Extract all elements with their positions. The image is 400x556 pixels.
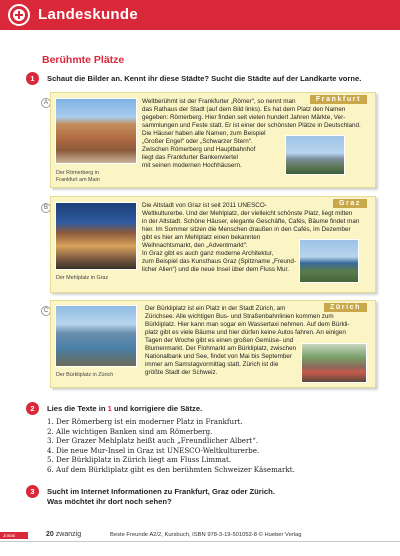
photo-caption: Der Bürkliplatz in Zürich xyxy=(56,372,114,378)
task-number-1: 1 xyxy=(26,72,39,85)
photo-caption: Der Mehlplatz in Graz xyxy=(56,275,109,281)
task-3-instruction: Sucht im Internet Informationen zu Frankfurt, Graz oder Zürich. Was möchtet ihr dort noch sehen? xyxy=(47,487,275,506)
footer-divider xyxy=(0,541,400,542)
page-number: 20 zwanzig xyxy=(46,531,82,538)
city-label: Zürich xyxy=(324,303,367,312)
city-label: Frankfurt xyxy=(310,95,367,104)
list-item: 3. Der Grazer Mehlplatz heißt auch „Freundlicher Albert“. xyxy=(47,436,259,446)
card-letter-a: A xyxy=(41,98,51,108)
list-item: 5. Der Bürkliplatz in Zürich liegt am Fluss Limmat. xyxy=(47,455,232,465)
task-number-3: 3 xyxy=(26,485,39,498)
card-text: Weltberühmt ist der Frankfurter „Römer“, so nennt man das Rathaus der Stadt (auf dem Bild links). Es hat dem Platz den Namen gegeben: Römerberg. Hier finden seit vielen hundert Jahren Märkte, Ver- sammlungen und Feste statt. Er ist einer der schönsten Plätze in Deutschland. Die Häuser haben alle Namen, zum Beispiel „Großer Engel“ oder „Schwarzer Stern“. Zwischen Römerberg und Hauptbahnhof liegt das Frankfurter Bankenviertel mit seinen modernen Hochhäusern. xyxy=(142,98,361,170)
card-text: Der Bürkliplatz ist ein Platz in der Stadt Zürich, am Zürichsee. Alle wichtigen Bus- und Straßenbahnlinien kommen zum Bürkliplatz. Hier kann man sogar ein Wassertaxi nehmen. Auf dem Bürkli- platz gibt es viele Bäume und hier dürfen keine Autos fahren. An einigen Tagen der Woche gibt es einen großen Gemüse- und Blumenmarkt. Der Flohmarkt am Bürkliplatz, zwischen Nationalbank und See, findet von Mai bis September immer am Samstagvormittag statt. Zürich ist die größte Stadt der Schweiz. xyxy=(145,305,350,377)
card-letter-b: B xyxy=(41,203,51,213)
section-title: Berühmte Plätze xyxy=(42,54,125,66)
plus-icon xyxy=(8,4,30,26)
task-2-instruction: Lies die Texte in 1 und korrigiere die Sätze. xyxy=(47,404,203,413)
card-zuerich xyxy=(50,300,376,388)
list-item: 1. Der Römerberg ist ein moderner Platz in Frankfurt. xyxy=(47,417,243,426)
list-item: 6. Auf dem Bürkliplatz gibt es den berühmten Schweizer Käsemarkt. xyxy=(47,464,295,474)
photo-buerkliplatz xyxy=(55,305,137,367)
task-number-2: 2 xyxy=(26,402,39,415)
card-letter-c: C xyxy=(41,306,51,316)
card-frankfurt xyxy=(50,92,376,188)
photo-roemerberg xyxy=(55,98,137,164)
chapter-header xyxy=(0,0,400,30)
footer-tag: Jonas xyxy=(0,532,28,539)
city-label: Graz xyxy=(333,199,367,208)
chapter-title: Landeskunde xyxy=(38,6,138,23)
photo-mehlplatz xyxy=(55,202,137,270)
statement-list xyxy=(47,417,295,475)
list-item: 2. Alle wichtigen Banken sind am Römerberg. xyxy=(47,426,213,436)
publisher-line: Beste Freunde A2/2, Kursbuch, ISBN 978-3-19-501052-8 © Hueber Verlag xyxy=(110,532,302,538)
card-text: Die Altstadt von Graz ist seit 2011 UNESCO- Weltkulturerbe. Und der Mehlplatz, der vielleicht schönste Platz, liegt mitten in der Altstadt. Schöne Häuser, elegante Geschäfte, Cafés, Bäume findet man hier. Im Sommer sitzen die Menschen draußen in den Cafés, im Dezember gibt es hier am Mehlplatz einen bekannten Weihnachtsmarkt, den „Adventmarkt“. In Graz gibt es auch ganz moderne Architektur, zum Beispiel das Kunsthaus Graz (Spitzname „Freund- licher Alien“) und die neue Insel über dem Fluss Mur. xyxy=(142,202,360,274)
list-item: 4. Die neue Mur-Insel in Graz ist UNESCO-Weltkulturerbe. xyxy=(47,445,260,455)
task-1-instruction: Schaut die Bilder an. Kennt ihr diese Städte? Sucht die Städte auf der Landkarte vorne. xyxy=(47,74,362,83)
card-graz xyxy=(50,196,376,293)
photo-caption: Der Römerberg in Frankfurt am Main xyxy=(56,170,100,183)
